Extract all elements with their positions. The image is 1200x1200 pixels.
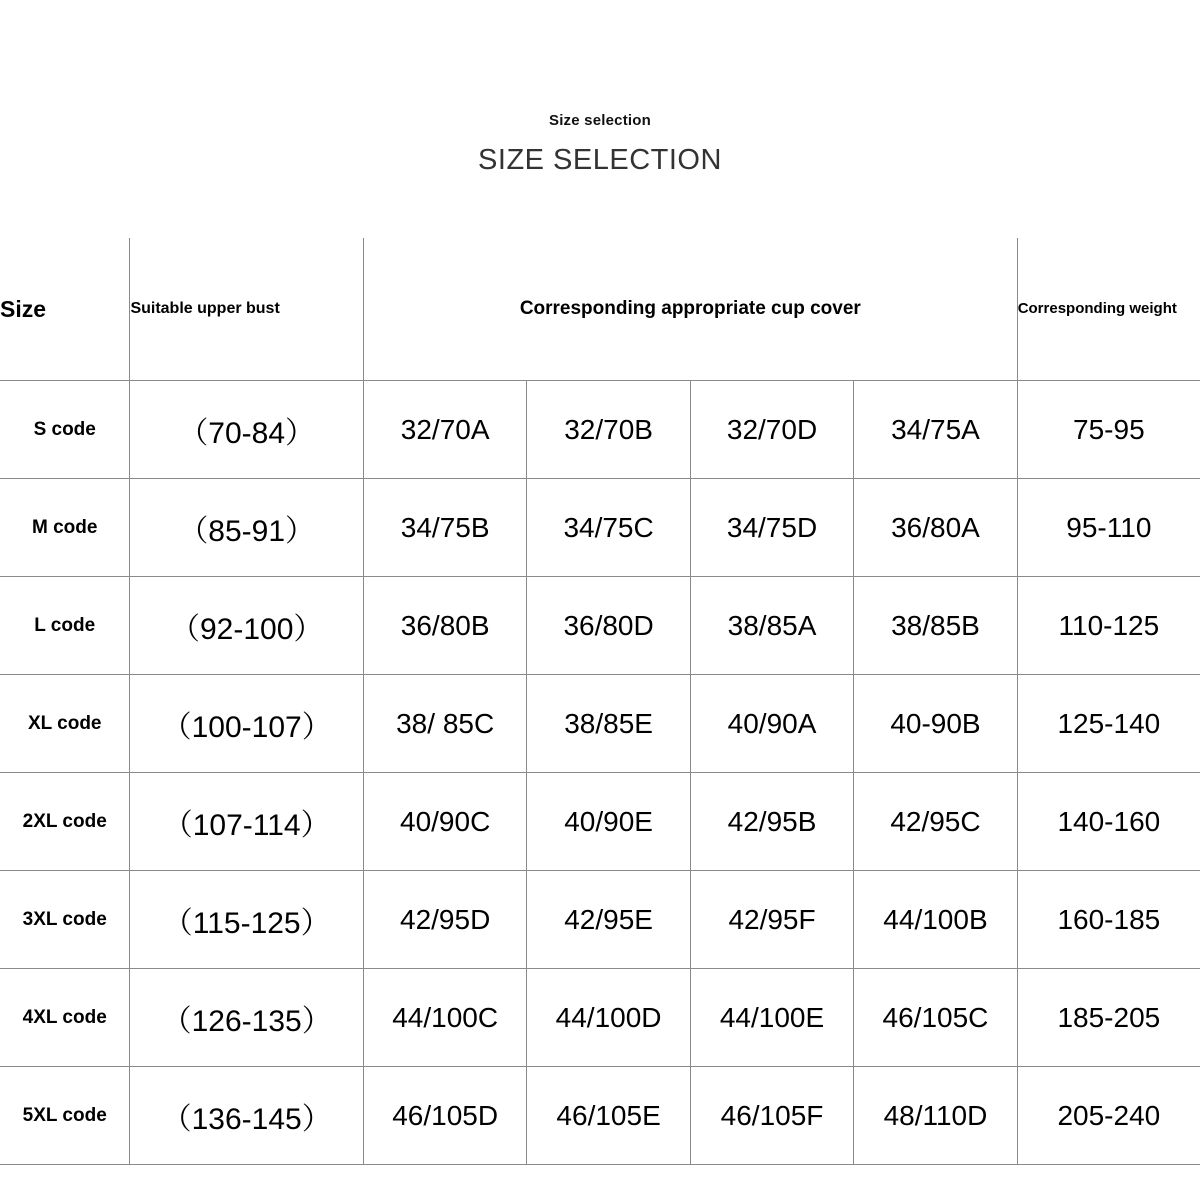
row-weight-range: 95-110 bbox=[1017, 479, 1200, 577]
row-weight-range: 140-160 bbox=[1017, 773, 1200, 871]
row-cup-4: 40-90B bbox=[854, 675, 1017, 773]
row-cup-3: 40/90A bbox=[690, 675, 853, 773]
row-cup-4: 46/105C bbox=[854, 969, 1017, 1067]
row-cup-3: 44/100E bbox=[690, 969, 853, 1067]
row-bust-range: （92-100） bbox=[130, 577, 364, 675]
row-cup-1: 40/90C bbox=[363, 773, 526, 871]
row-cup-1: 34/75B bbox=[363, 479, 526, 577]
row-size-label: XL code bbox=[0, 675, 130, 773]
row-cup-1: 46/105D bbox=[363, 1067, 526, 1165]
row-bust-range: （85-91） bbox=[130, 479, 364, 577]
row-bust-range: （70-84） bbox=[130, 381, 364, 479]
row-cup-4: 44/100B bbox=[854, 871, 1017, 969]
page-heading bbox=[0, 0, 1200, 177]
table-row bbox=[0, 871, 1200, 969]
row-weight-range: 110-125 bbox=[1017, 577, 1200, 675]
row-cup-1: 32/70A bbox=[363, 381, 526, 479]
row-cup-2: 38/85E bbox=[527, 675, 690, 773]
row-size-label: M code bbox=[0, 479, 130, 577]
row-cup-3: 34/75D bbox=[690, 479, 853, 577]
row-weight-range: 185-205 bbox=[1017, 969, 1200, 1067]
table-row bbox=[0, 675, 1200, 773]
row-weight-range: 75-95 bbox=[1017, 381, 1200, 479]
row-bust-range: （100-107） bbox=[130, 675, 364, 773]
row-cup-2: 42/95E bbox=[527, 871, 690, 969]
row-cup-1: 38/ 85C bbox=[363, 675, 526, 773]
row-cup-2: 32/70B bbox=[527, 381, 690, 479]
row-size-label: 5XL code bbox=[0, 1067, 130, 1165]
row-cup-2: 36/80D bbox=[527, 577, 690, 675]
row-size-label: 3XL code bbox=[0, 871, 130, 969]
page-title: SIZE SELECTION bbox=[478, 144, 722, 176]
row-cup-3: 42/95B bbox=[690, 773, 853, 871]
row-bust-range: （115-125） bbox=[130, 871, 364, 969]
row-cup-2: 44/100D bbox=[527, 969, 690, 1067]
size-table-wrapper bbox=[0, 238, 1200, 1165]
row-cup-2: 34/75C bbox=[527, 479, 690, 577]
row-bust-range: （126-135） bbox=[130, 969, 364, 1067]
column-header-size: Size bbox=[0, 238, 130, 381]
row-cup-3: 46/105F bbox=[690, 1067, 853, 1165]
row-bust-range: （107-114） bbox=[130, 773, 364, 871]
table-row bbox=[0, 479, 1200, 577]
row-cup-4: 34/75A bbox=[854, 381, 1017, 479]
column-header-cup: Corresponding appropriate cup cover bbox=[363, 238, 1017, 381]
row-weight-range: 160-185 bbox=[1017, 871, 1200, 969]
row-weight-range: 205-240 bbox=[1017, 1067, 1200, 1165]
size-table bbox=[0, 238, 1200, 1165]
row-size-label: L code bbox=[0, 577, 130, 675]
row-cup-1: 42/95D bbox=[363, 871, 526, 969]
row-cup-3: 42/95F bbox=[690, 871, 853, 969]
row-weight-range: 125-140 bbox=[1017, 675, 1200, 773]
table-row bbox=[0, 577, 1200, 675]
row-cup-2: 40/90E bbox=[527, 773, 690, 871]
row-cup-1: 44/100C bbox=[363, 969, 526, 1067]
row-cup-4: 48/110D bbox=[854, 1067, 1017, 1165]
row-cup-3: 38/85A bbox=[690, 577, 853, 675]
row-size-label: 4XL code bbox=[0, 969, 130, 1067]
table-row bbox=[0, 969, 1200, 1067]
row-cup-1: 36/80B bbox=[363, 577, 526, 675]
row-size-label: S code bbox=[0, 381, 130, 479]
column-header-weight: Corresponding weight bbox=[1017, 238, 1200, 381]
page-eyebrow: Size selection bbox=[548, 112, 651, 129]
table-header-row bbox=[0, 238, 1200, 381]
row-cup-2: 46/105E bbox=[527, 1067, 690, 1165]
table-row bbox=[0, 381, 1200, 479]
row-cup-4: 36/80A bbox=[854, 479, 1017, 577]
table-row bbox=[0, 1067, 1200, 1165]
table-row bbox=[0, 773, 1200, 871]
row-cup-4: 42/95C bbox=[854, 773, 1017, 871]
row-cup-3: 32/70D bbox=[690, 381, 853, 479]
row-bust-range: （136-145） bbox=[130, 1067, 364, 1165]
row-size-label: 2XL code bbox=[0, 773, 130, 871]
row-cup-4: 38/85B bbox=[854, 577, 1017, 675]
column-header-bust: Suitable upper bust bbox=[130, 238, 364, 381]
